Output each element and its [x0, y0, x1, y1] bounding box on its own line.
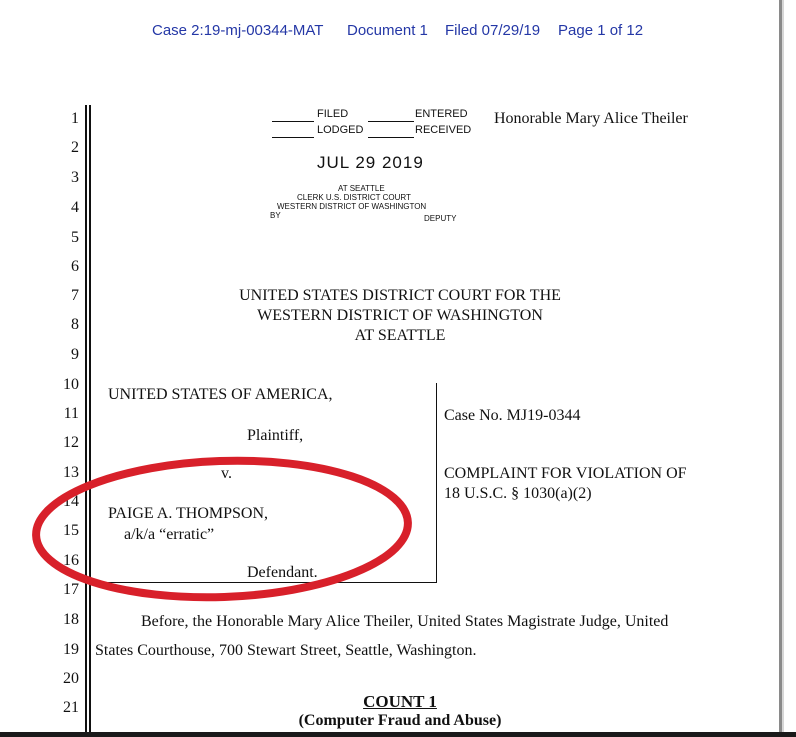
viewer-frame-bottom [0, 732, 796, 737]
case-number: Case No. MJ19-0344 [444, 407, 581, 424]
line-number: 17 [63, 581, 79, 598]
court-title-line1: UNITED STATES DISTRICT COURT FOR THE [239, 287, 561, 304]
body-line-19: States Courthouse, 700 Stewart Street, Seattle, Washington. [95, 642, 477, 659]
margin-rule [85, 105, 87, 737]
line-number: 21 [63, 699, 79, 716]
line-number: 12 [63, 434, 79, 451]
caption-divider [436, 383, 437, 583]
stamp-by: BY [270, 211, 281, 220]
stamp-filed: FILED [317, 108, 349, 120]
header-page: Page 1 of 12 [558, 22, 644, 39]
stamp-date: JUL 29 2019 [317, 153, 424, 172]
header-document: Document 1 [347, 22, 428, 39]
stamp-deputy: DEPUTY [424, 214, 457, 223]
stamp-clerk: CLERK U.S. DISTRICT COURT [297, 193, 411, 202]
line-number: 5 [71, 229, 79, 246]
plaintiff-label: Plaintiff, [247, 427, 304, 444]
line-number: 18 [63, 611, 79, 628]
red-circle-annotation [30, 455, 414, 603]
complaint-statute: 18 U.S.C. § 1030(a)(2) [444, 485, 592, 502]
line-number: 19 [63, 641, 79, 658]
line-number: 16 [63, 552, 79, 569]
plaintiff-name: UNITED STATES OF AMERICA, [108, 386, 333, 403]
count-subtitle: (Computer Fraud and Abuse) [298, 712, 502, 729]
count-title: COUNT 1 [363, 692, 437, 711]
line-number: 14 [63, 493, 79, 510]
defendant-aka: a/k/a “erratic” [124, 526, 215, 543]
stamp-at-seattle: AT SEATTLE [338, 184, 385, 193]
line-number: 15 [63, 522, 79, 539]
line-number: 8 [71, 316, 79, 333]
stamp-lodged: LODGED [317, 124, 364, 136]
defendant-name: PAIGE A. THOMPSON, [108, 505, 269, 522]
line-number: 1 [71, 110, 79, 127]
line-number: 3 [71, 169, 79, 186]
body-line-18: Before, the Honorable Mary Alice Theiler, United States Magistrate Judge, United [141, 613, 669, 630]
line-number: 7 [71, 287, 79, 304]
line-number: 4 [71, 199, 79, 216]
stamp-received: RECEIVED [415, 124, 472, 136]
versus: v. [221, 465, 232, 482]
stamp-district: WESTERN DISTRICT OF WASHINGTON [277, 202, 427, 211]
complaint-title: COMPLAINT FOR VIOLATION OF [444, 465, 687, 482]
defendant-label: Defendant. [247, 564, 318, 581]
margin-rule [89, 105, 91, 737]
judge-header: Honorable Mary Alice Theiler [494, 110, 688, 127]
line-number: 9 [71, 346, 79, 363]
court-title-line3: AT SEATTLE [354, 327, 446, 344]
stamp-entered: ENTERED [415, 108, 468, 120]
line-number: 13 [63, 464, 79, 481]
court-title-line2: WESTERN DISTRICT OF WASHINGTON [257, 307, 543, 324]
viewer-frame-shadow [782, 0, 784, 737]
line-number: 11 [63, 405, 79, 422]
header-filed-date: Filed 07/29/19 [445, 22, 541, 39]
line-number: 20 [63, 670, 79, 687]
line-number: 10 [63, 376, 79, 393]
header-case-number: Case 2:19-mj-00344-MAT [152, 22, 324, 39]
line-number: 6 [71, 258, 79, 275]
line-number: 2 [71, 139, 79, 156]
